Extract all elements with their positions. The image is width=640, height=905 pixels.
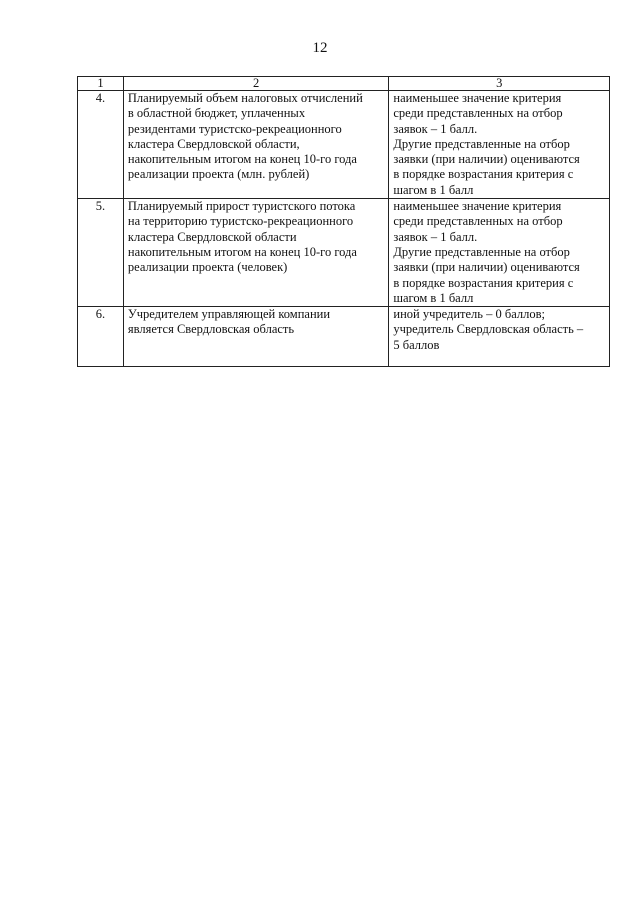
criterion-line: Планируемый прирост туристского потока [127,199,356,214]
score-line: Другие представленные на отбор [393,244,570,259]
criterion-cell [123,199,388,307]
criterion-cell [123,307,388,367]
row-number: 5. [78,199,124,307]
score-line: среди представленных на отбор [393,106,563,121]
criterion-line: реализации проекта (млн. рублей) [127,167,310,182]
score-cell [389,91,610,199]
score-line: среди представленных на отбор [393,214,563,229]
criterion-line: Учредителем управляющей компании [127,307,331,322]
criterion-line: является Свердловская область [127,322,295,337]
criterion-line: кластера Свердловской области, [127,136,300,151]
table-row [78,91,610,199]
score-line: в порядке возрастания критерия с [393,167,574,182]
criterion-line: накопительным итогом на конец 10-го года [127,152,357,167]
criterion-line: реализации проекта (человек) [127,260,288,275]
score-line: наименьшее значение критерия [393,199,562,214]
criterion-line: кластера Свердловской области [127,229,297,244]
score-cell [389,199,610,307]
score-line: 5 баллов [393,337,440,352]
score-line: наименьшее значение критерия [393,91,562,105]
score-line: заявки (при наличии) оцениваются [393,260,580,275]
column-header-3: 3 [389,77,610,91]
criterion-line: Планируемый объем налоговых отчислений [127,91,363,105]
score-line: заявки (при наличии) оцениваются [393,152,580,167]
row-number: 6. [78,307,124,367]
page-number: 12 [312,40,328,56]
table-row [78,199,610,307]
table-row [78,307,610,367]
criteria-table [77,76,610,367]
table-header-row [78,77,610,91]
column-header-1: 1 [78,77,124,91]
criterion-line: на территорию туристско-рекреационного [127,214,354,229]
criterion-cell [123,91,388,199]
score-line: учредитель Свердловская область – [393,322,584,337]
score-line: шагом в 1 балл [393,290,474,305]
criterion-line: резидентами туристско-рекреационного [127,121,342,136]
score-line: шагом в 1 балл [393,182,474,197]
score-line: Другие представленные на отбор [393,136,570,151]
score-line: в порядке возрастания критерия с [393,275,574,290]
column-header-2: 2 [123,77,388,91]
score-line: иной учредитель – 0 баллов; [393,307,545,322]
criterion-line: в областной бюджет, уплаченных [127,106,306,121]
criterion-line: накопительным итогом на конец 10-го года [127,244,357,259]
score-line: заявок – 1 балл. [393,229,478,244]
score-cell [389,307,610,367]
score-line: заявок – 1 балл. [393,121,478,136]
row-number: 4. [78,91,124,199]
